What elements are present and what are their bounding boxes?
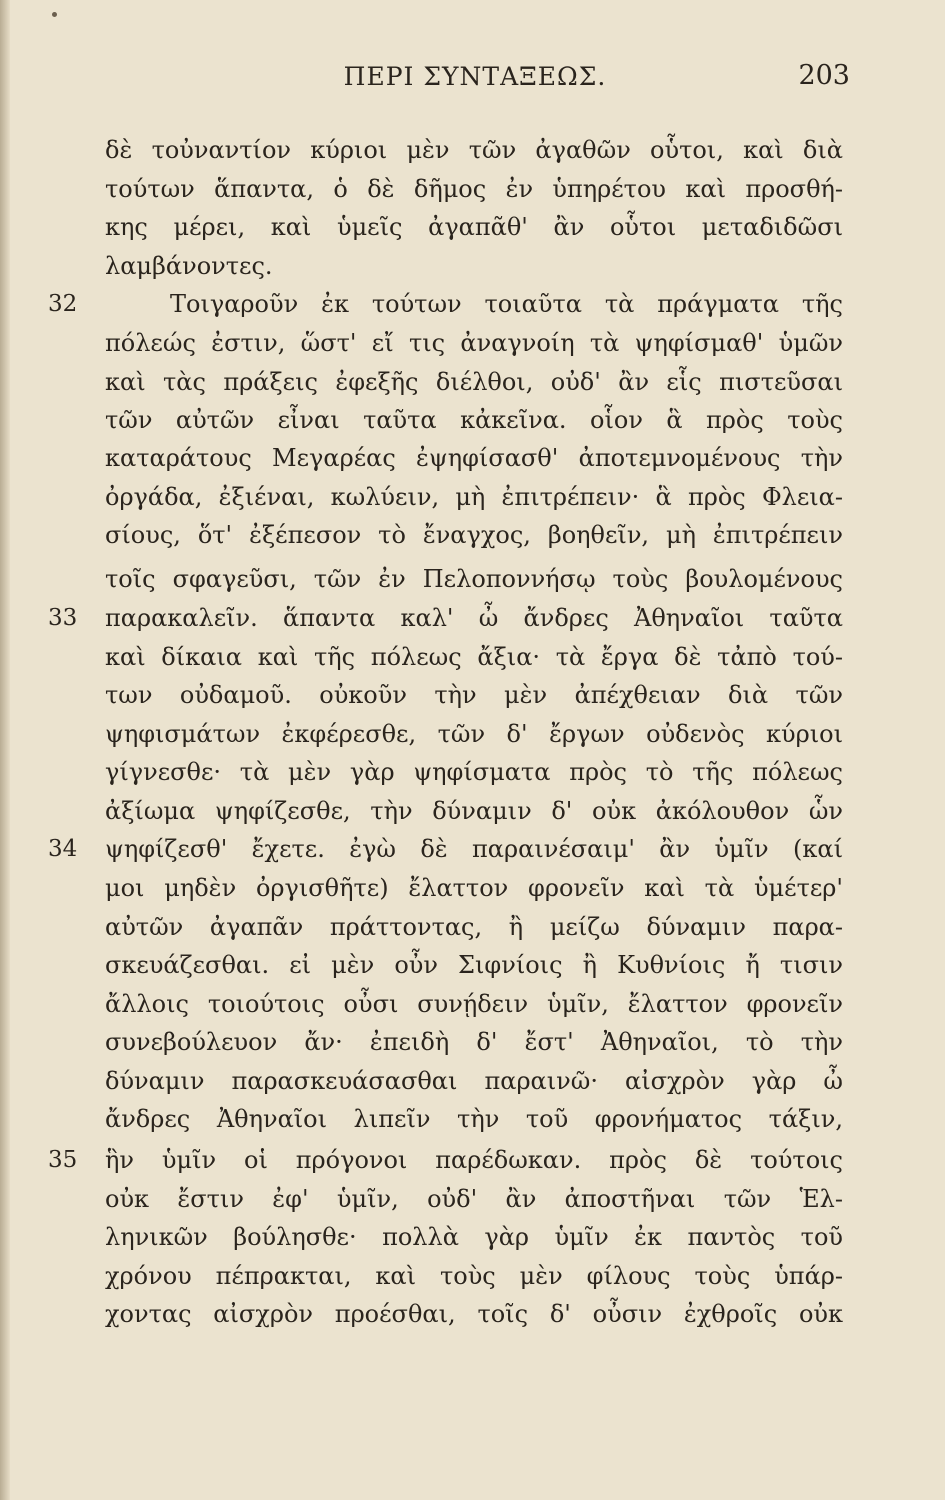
text-line: τῶν αὐτῶν εἶναι ταῦτα κἀκεῖνα. οἷον ἃ πρὸς τοὺς (105, 406, 843, 434)
text-line: καὶ τὰς πράξεις ἐφεξῆς διέλθοι, οὐδ' ἂν εἷς πιστεῦσαι (105, 368, 843, 396)
page-number: 203 (798, 60, 850, 91)
text-line: αὐτῶν ἀγαπᾶν πράττοντας, ἢ μείζω δύναμιν παρα- (105, 913, 843, 941)
section-number-35: 35 (48, 1147, 78, 1173)
text-line: σίους, ὅτ' ἐξέπεσον τὸ ἔναγχος, βοηθεῖν, μὴ ἐπιτρέπειν (105, 521, 843, 549)
text-line: μοι μηδὲν ὀργισθῆτε) ἔλαττον φρονεῖν καὶ τὰ ὑμέτερ' (105, 874, 843, 902)
text-line: Τοιγαροῦν ἐκ τούτων τοιαῦτα τὰ πράγματα τῆς (170, 290, 843, 318)
running-header-title: ΠΕΡΙ ΣΥΝΤΑΞΕΩΣ. (343, 62, 607, 91)
section-number-33: 33 (48, 605, 78, 631)
text-line: ληνικῶν βούλησθε· πολλὰ γὰρ ὑμῖν ἐκ παντὸς τοῦ (105, 1223, 843, 1251)
text-line: ἀξίωμα ψηφίζεσθε, τὴν δύναμιν δ' οὐκ ἀκόλουθον ὧν (105, 797, 843, 825)
text-line: παρακαλεῖν. ἅπαντα καλ' ὦ ἄνδρες Ἀθηναῖοι ταῦτα (105, 604, 843, 632)
text-line: χρόνου πέπρακται, καὶ τοὺς μὲν φίλους τοὺς ὑπάρ- (105, 1262, 843, 1290)
text-line: συνεβούλευον ἄν· ἐπειδὴ δ' ἔστ' Ἀθηναῖοι, τὸ τὴν (105, 1028, 843, 1056)
text-line: ὀργάδα, ἐξιέναι, κωλύειν, μὴ ἐπιτρέπειν· ἃ πρὸς Φλεια- (105, 483, 843, 511)
text-line: χοντας αἰσχρὸν προέσθαι, τοῖς δ' οὖσιν ἐχθροῖς οὐκ (105, 1300, 843, 1328)
text-line: κης μέρει, καὶ ὑμεῖς ἀγαπᾶθ' ἂν οὗτοι μεταδιδῶσι (105, 213, 843, 241)
text-line: ψηφισμάτων ἐκφέρεσθε, τῶν δ' ἔργων οὐδενὸς κύριοι (105, 720, 843, 748)
text-line: ἣν ὑμῖν οἱ πρόγονοι παρέδωκαν. πρὸς δὲ τούτοις (105, 1146, 843, 1174)
text-line: ἄνδρες Ἀθηναῖοι λιπεῖν τὴν τοῦ φρονήματος τάξιν, (105, 1105, 843, 1133)
text-line: τούτων ἅπαντα, ὁ δὲ δῆμος ἐν ὑπηρέτου καὶ προσθή- (105, 175, 843, 203)
text-line: τοῖς σφαγεῦσι, τῶν ἐν Πελοποννήσῳ τοὺς βουλομένους (105, 565, 843, 593)
text-line: δύναμιν παρασκευάσασθαι παραινῶ· αἰσχρὸν γὰρ ὦ (105, 1067, 843, 1095)
section-number-34: 34 (48, 836, 78, 862)
text-line: ἄλλοις τοιούτοις οὖσι συνῄδειν ὑμῖν, ἔλαττον φρονεῖν (105, 990, 843, 1018)
text-line: καὶ δίκαια καὶ τῆς πόλεως ἄξια· τὰ ἔργα δὲ τἀπὸ τού- (105, 643, 843, 671)
page-edge-shadow (0, 0, 10, 1500)
text-line: σκευάζεσθαι. εἰ μὲν οὖν Σιφνίοις ἢ Κυθνίοις ἤ τισιν (105, 951, 843, 979)
text-line: λαμβάνοντες. (105, 252, 273, 280)
text-line: γίγνεσθε· τὰ μὲν γὰρ ψηφίσματα πρὸς τὸ τῆς πόλεως (105, 758, 843, 786)
text-line: πόλεώς ἐστιν, ὥστ' εἴ τις ἀναγνοίη τὰ ψηφίσμαθ' ὑμῶν (105, 329, 843, 357)
text-line: καταράτους Μεγαρέας ἐψηφίσασθ' ἀποτεμνομένους τὴν (105, 444, 843, 472)
text-line: δὲ τοὐναντίον κύριοι μὲν τῶν ἀγαθῶν οὗτοι, καὶ διὰ (105, 136, 843, 164)
section-number-32: 32 (48, 291, 78, 317)
text-line: οὐκ ἔστιν ἐφ' ὑμῖν, οὐδ' ἂν ἀποστῆναι τῶν Ἑλ- (105, 1185, 843, 1213)
text-line: των οὐδαμοῦ. οὐκοῦν τὴν μὲν ἀπέχθειαν διὰ τῶν (105, 681, 843, 709)
text-line: ψηφίζεσθ' ἔχετε. ἐγὼ δὲ παραινέσαιμ' ἂν ὑμῖν (καί (105, 835, 843, 863)
page-blemish (52, 12, 57, 17)
